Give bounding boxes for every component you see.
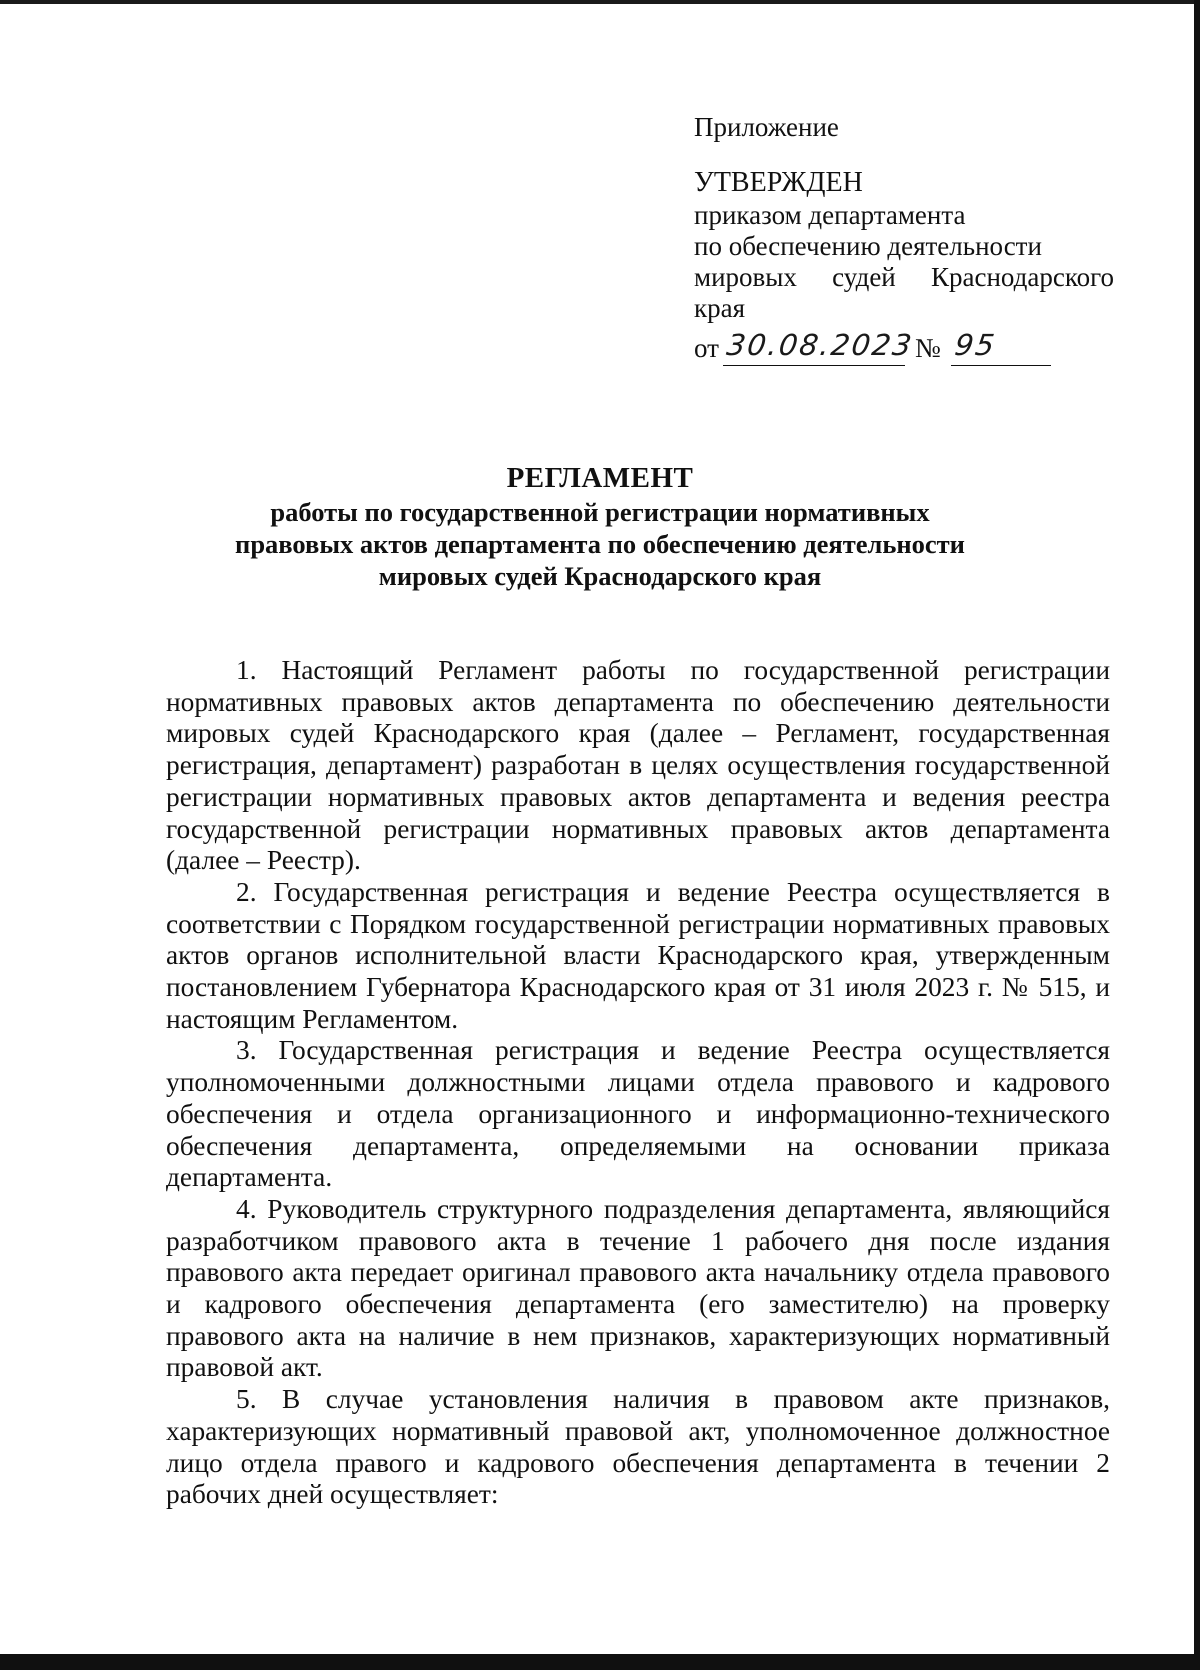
paragraph-2: 2. Государственная регистрация и ведение Реестра осуществляется в соответствии с Порядком государственной регистрации нормативных правовых актов органов исполнительной власти Краснодарского края, утвержденным постановлением Губернатора Краснодарского края от 31 июля 2023 г. № 515, и настоящим Регламентом. [166, 876, 1110, 1034]
document-body [166, 655, 1110, 1511]
title-line: работы по государственной регистрации нормативных [270, 497, 930, 527]
title-line: мировых судей Краснодарского края [378, 561, 822, 591]
paragraph-3: 3. Государственная регистрация и ведение Реестра осуществляется уполномоченными должностными лицами отдела правового и кадрового обеспечения и отдела организационного и информационно-технического обеспечения департамента, определяемыми на основании приказа департамента. [166, 1035, 1110, 1193]
date-field [723, 328, 916, 366]
paragraph-5: 5. В случае установления наличия в правовом акте признаков, характеризующих нормативный правовой акт, уполномоченное должностное лицо отдела правого и кадрового обеспечения департамента в течении 2 рабочих дней осуществляет: [166, 1384, 1110, 1510]
paragraph-1: 1. Настоящий Регламент работы по государственной регистрации нормативных правовых актов департамента по обеспечению деятельности мировых судей Краснодарского края (далее – Регламент, государственная регистрация, департамент) разработан в целях осуществления государственной регистрации нормативных правовых актов департамента и ведения реестра государственной регистрации нормативных правовых актов департамента (далее – Реестр). [166, 655, 1110, 876]
scan-edge-top [0, 0, 1200, 4]
number-field [951, 329, 1051, 366]
appendix-label: Приложение [694, 112, 839, 142]
approval-block [694, 112, 1114, 366]
from-label: от [694, 333, 719, 363]
scan-edge-bottom [0, 1654, 1200, 1670]
scan-edge-right [1194, 0, 1200, 1670]
approval-line: по обеспечению деятельности [694, 231, 1042, 261]
title-main: РЕГЛАМЕНТ [506, 462, 694, 494]
approved-stamp-text: УТВЕРЖДЕН [694, 167, 863, 198]
approval-line: приказом департамента [694, 200, 966, 230]
title-line: правовых актов департамента по обеспечению деятельности [235, 529, 965, 559]
document-title [160, 462, 1040, 592]
order-reference [694, 326, 1114, 366]
approval-line: мировых судей Краснодарского [694, 262, 1114, 292]
number-label: № [914, 333, 941, 363]
handwritten-number: 95 [952, 328, 999, 362]
paragraph-4: 4. Руководитель структурного подразделения департамента, являющийся разработчиком правового акта в течение 1 рабочего дня после издания правового акта передает оригинал правового акта начальнику отдела правового и кадрового обеспечения департамента (его заместителю) на проверку правового акта на наличие в нем признаков, характеризующих нормативный правовой акт. [166, 1193, 1110, 1383]
handwritten-date: 30.08.2023 [724, 328, 916, 362]
approval-line: края [694, 293, 746, 323]
